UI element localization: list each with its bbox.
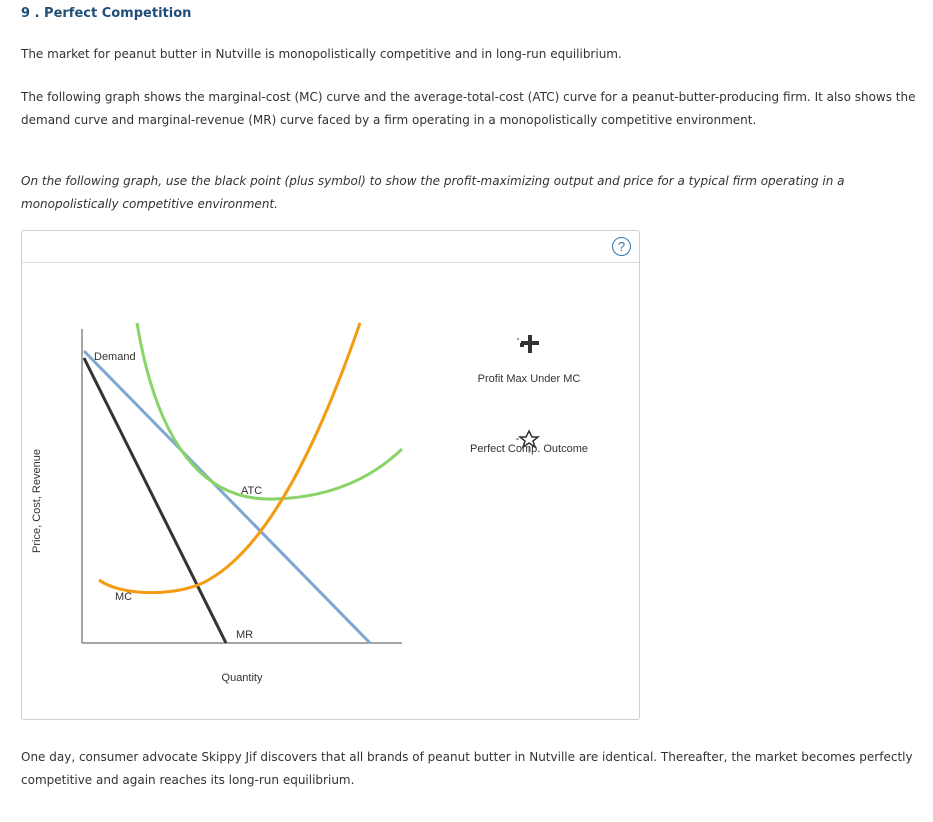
- atc-label: ATC: [241, 485, 263, 497]
- mr-label: MR: [236, 629, 254, 641]
- profit-max-tool[interactable]: [478, 335, 581, 385]
- mc-label: MC: [115, 591, 133, 603]
- intro-paragraph: The market for peanut butter in Nutville is monopolistically competitive and in long-run equilibrium.: [21, 47, 622, 61]
- question-title: 9 . Perfect Competition: [21, 6, 192, 21]
- mc-curve[interactable]: [99, 323, 360, 593]
- perfect-comp-tool[interactable]: [470, 431, 588, 455]
- perfect-comp-label: Perfect Comp. Outcome: [470, 443, 588, 455]
- profit-max-label: Profit Max Under MC: [477, 373, 581, 385]
- graph-panel-header: [22, 231, 639, 263]
- economics-graph[interactable]: [22, 263, 639, 719]
- x-axis-label: Quantity: [221, 672, 263, 684]
- instruction-paragraph: On the following graph, use the black point (plus symbol) to show the profit-maximizing output and price for a typical firm operating in a monopolistically competitive environment.: [21, 174, 845, 211]
- plus-icon: [518, 335, 539, 353]
- graph-panel: [21, 230, 640, 720]
- atc-curve[interactable]: [137, 323, 402, 499]
- graph-description-paragraph: The following graph shows the marginal-cost (MC) curve and the average-total-cost (ATC) curve for a peanut-butter-producing firm. It also shows the demand curve and marginal-revenue (MR) curve faced by a firm operating in a monopolistically competitive environment.: [21, 90, 916, 127]
- demand-label: Demand: [94, 351, 136, 363]
- followup-paragraph: One day, consumer advocate Skippy Jif discovers that all brands of peanut butter in Nutville are identical. Thereafter, the market becomes perfectly competitive and again reaches its long-run equilibrium.: [21, 750, 913, 787]
- help-icon[interactable]: ?: [612, 237, 631, 256]
- y-axis-label: Price, Cost, Revenue: [31, 449, 43, 553]
